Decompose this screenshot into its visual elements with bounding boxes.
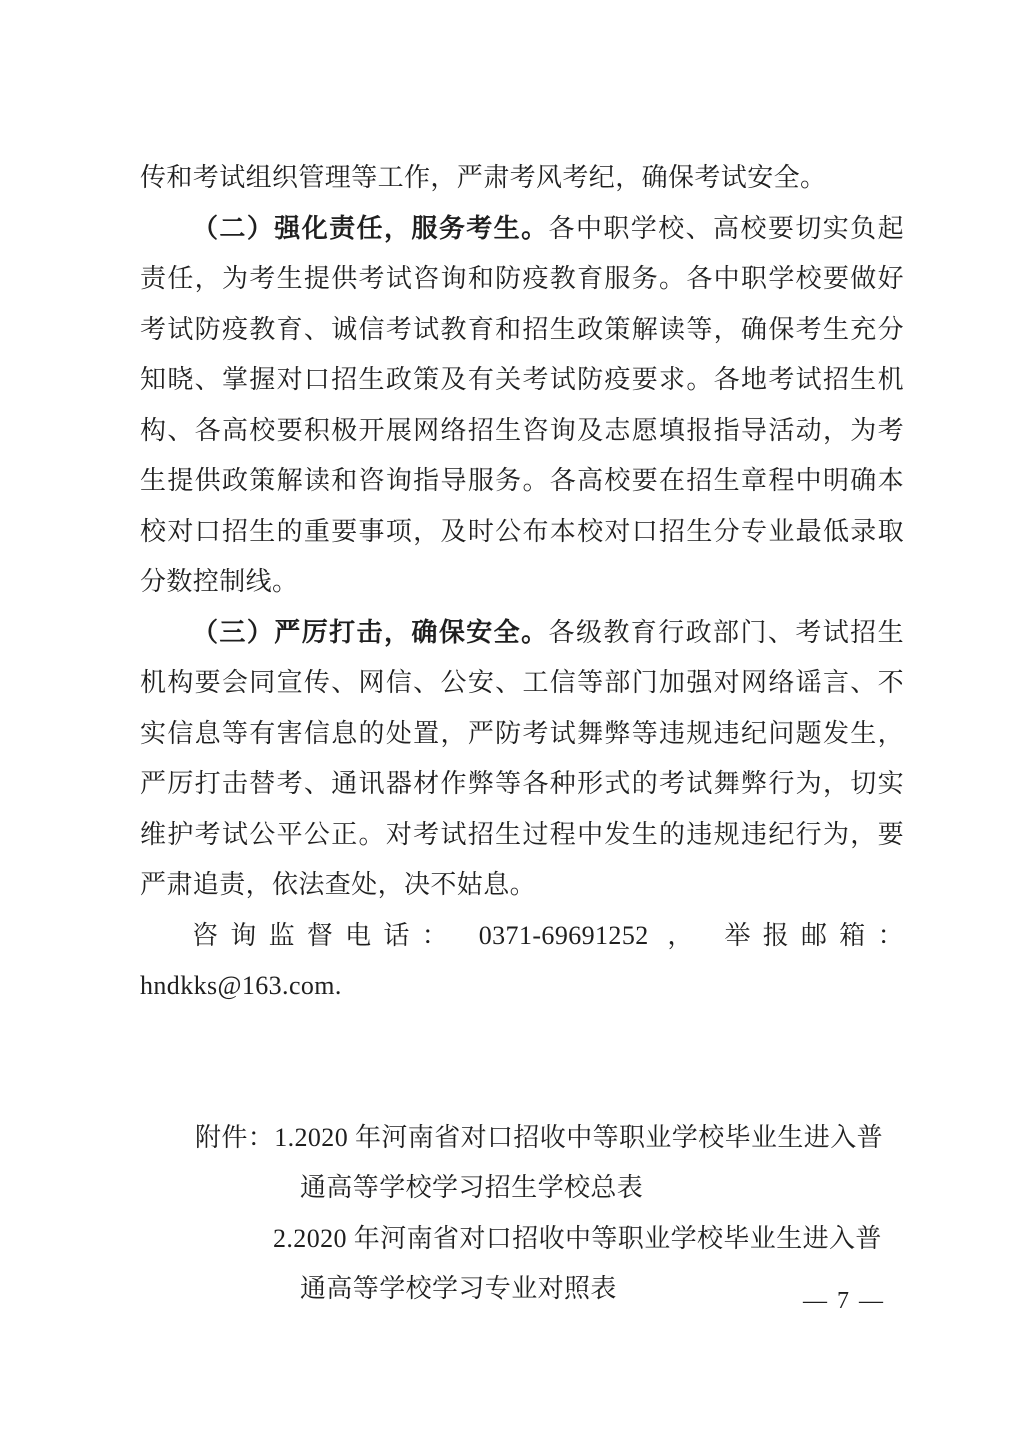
- paragraph-line: 实信息等有害信息的处置，严防考试舞弊等违规违纪问题发生，: [140, 718, 904, 748]
- paragraph-text: 各中职学校、高校要切实负起: [548, 213, 905, 243]
- spacer-line: [140, 1012, 904, 1063]
- spacer-line: [140, 1062, 904, 1113]
- attachment-item-1: 附件：1.2020 年河南省对口招收中等职业学校毕业生进入普: [195, 1122, 884, 1152]
- attachment-item-2: 2.2020 年河南省对口招收中等职业学校毕业生进入普: [273, 1223, 882, 1253]
- document-body: [140, 153, 904, 1315]
- paragraph-line: 责任，为考生提供考试咨询和防疫教育服务。各中职学校要做好: [140, 264, 904, 293]
- paragraph-line: 构、各高校要积极开展网络招生咨询及志愿填报指导活动，为考: [140, 415, 904, 445]
- section-heading-2: （二）强化责任，服务考生。: [192, 213, 549, 243]
- paragraph-line: 维护考试公平公正。对考试招生过程中发生的违规违纪行为，要: [140, 819, 904, 849]
- paragraph-line: 机构要会同宣传、网信、公安、工信等部门加强对网络谣言、不: [140, 668, 904, 697]
- paragraph-line: 知晓、掌握对口招生政策及有关考试防疫要求。各地考试招生机: [140, 365, 904, 394]
- contact-email-line: hndkks@163.com.: [140, 971, 342, 1000]
- paragraph-line: 严肃追责，依法查处，决不姑息。: [140, 870, 537, 899]
- paragraph-line: 生提供政策解读和咨询指导服务。各高校要在招生章程中明确本: [140, 466, 904, 495]
- paragraph-line: 考试防疫教育、诚信考试教育和招生政策解读等，确保考生充分: [140, 314, 904, 344]
- attachment-item-2-continued: 通高等学校学习专业对照表: [300, 1274, 617, 1303]
- attachment-item-1-continued: 通高等学校学习招生学校总表: [300, 1173, 644, 1202]
- contact-phone-line: 咨询监督电话： 0371-69691252 ， 举报邮箱：: [192, 920, 904, 950]
- section-heading-3: （三）严厉打击，确保安全。: [192, 617, 549, 647]
- paragraph-line: 校对口招生的重要事项，及时公布本校对口招生分专业最低录取: [140, 516, 904, 546]
- paragraph-line: [140, 204, 904, 255]
- paragraph-line: 严厉打击替考、通讯器材作弊等各种形式的考试舞弊行为，切实: [140, 769, 904, 798]
- paragraph-line: [140, 608, 904, 659]
- paragraph-line: 传和考试组织管理等工作，严肃考风考纪，确保考试安全。: [140, 163, 827, 192]
- page-number: — 7 —: [803, 1288, 885, 1314]
- paragraph-line: 分数控制线。: [140, 567, 299, 596]
- paragraph-text: 各级教育行政部门、考试招生: [548, 617, 905, 647]
